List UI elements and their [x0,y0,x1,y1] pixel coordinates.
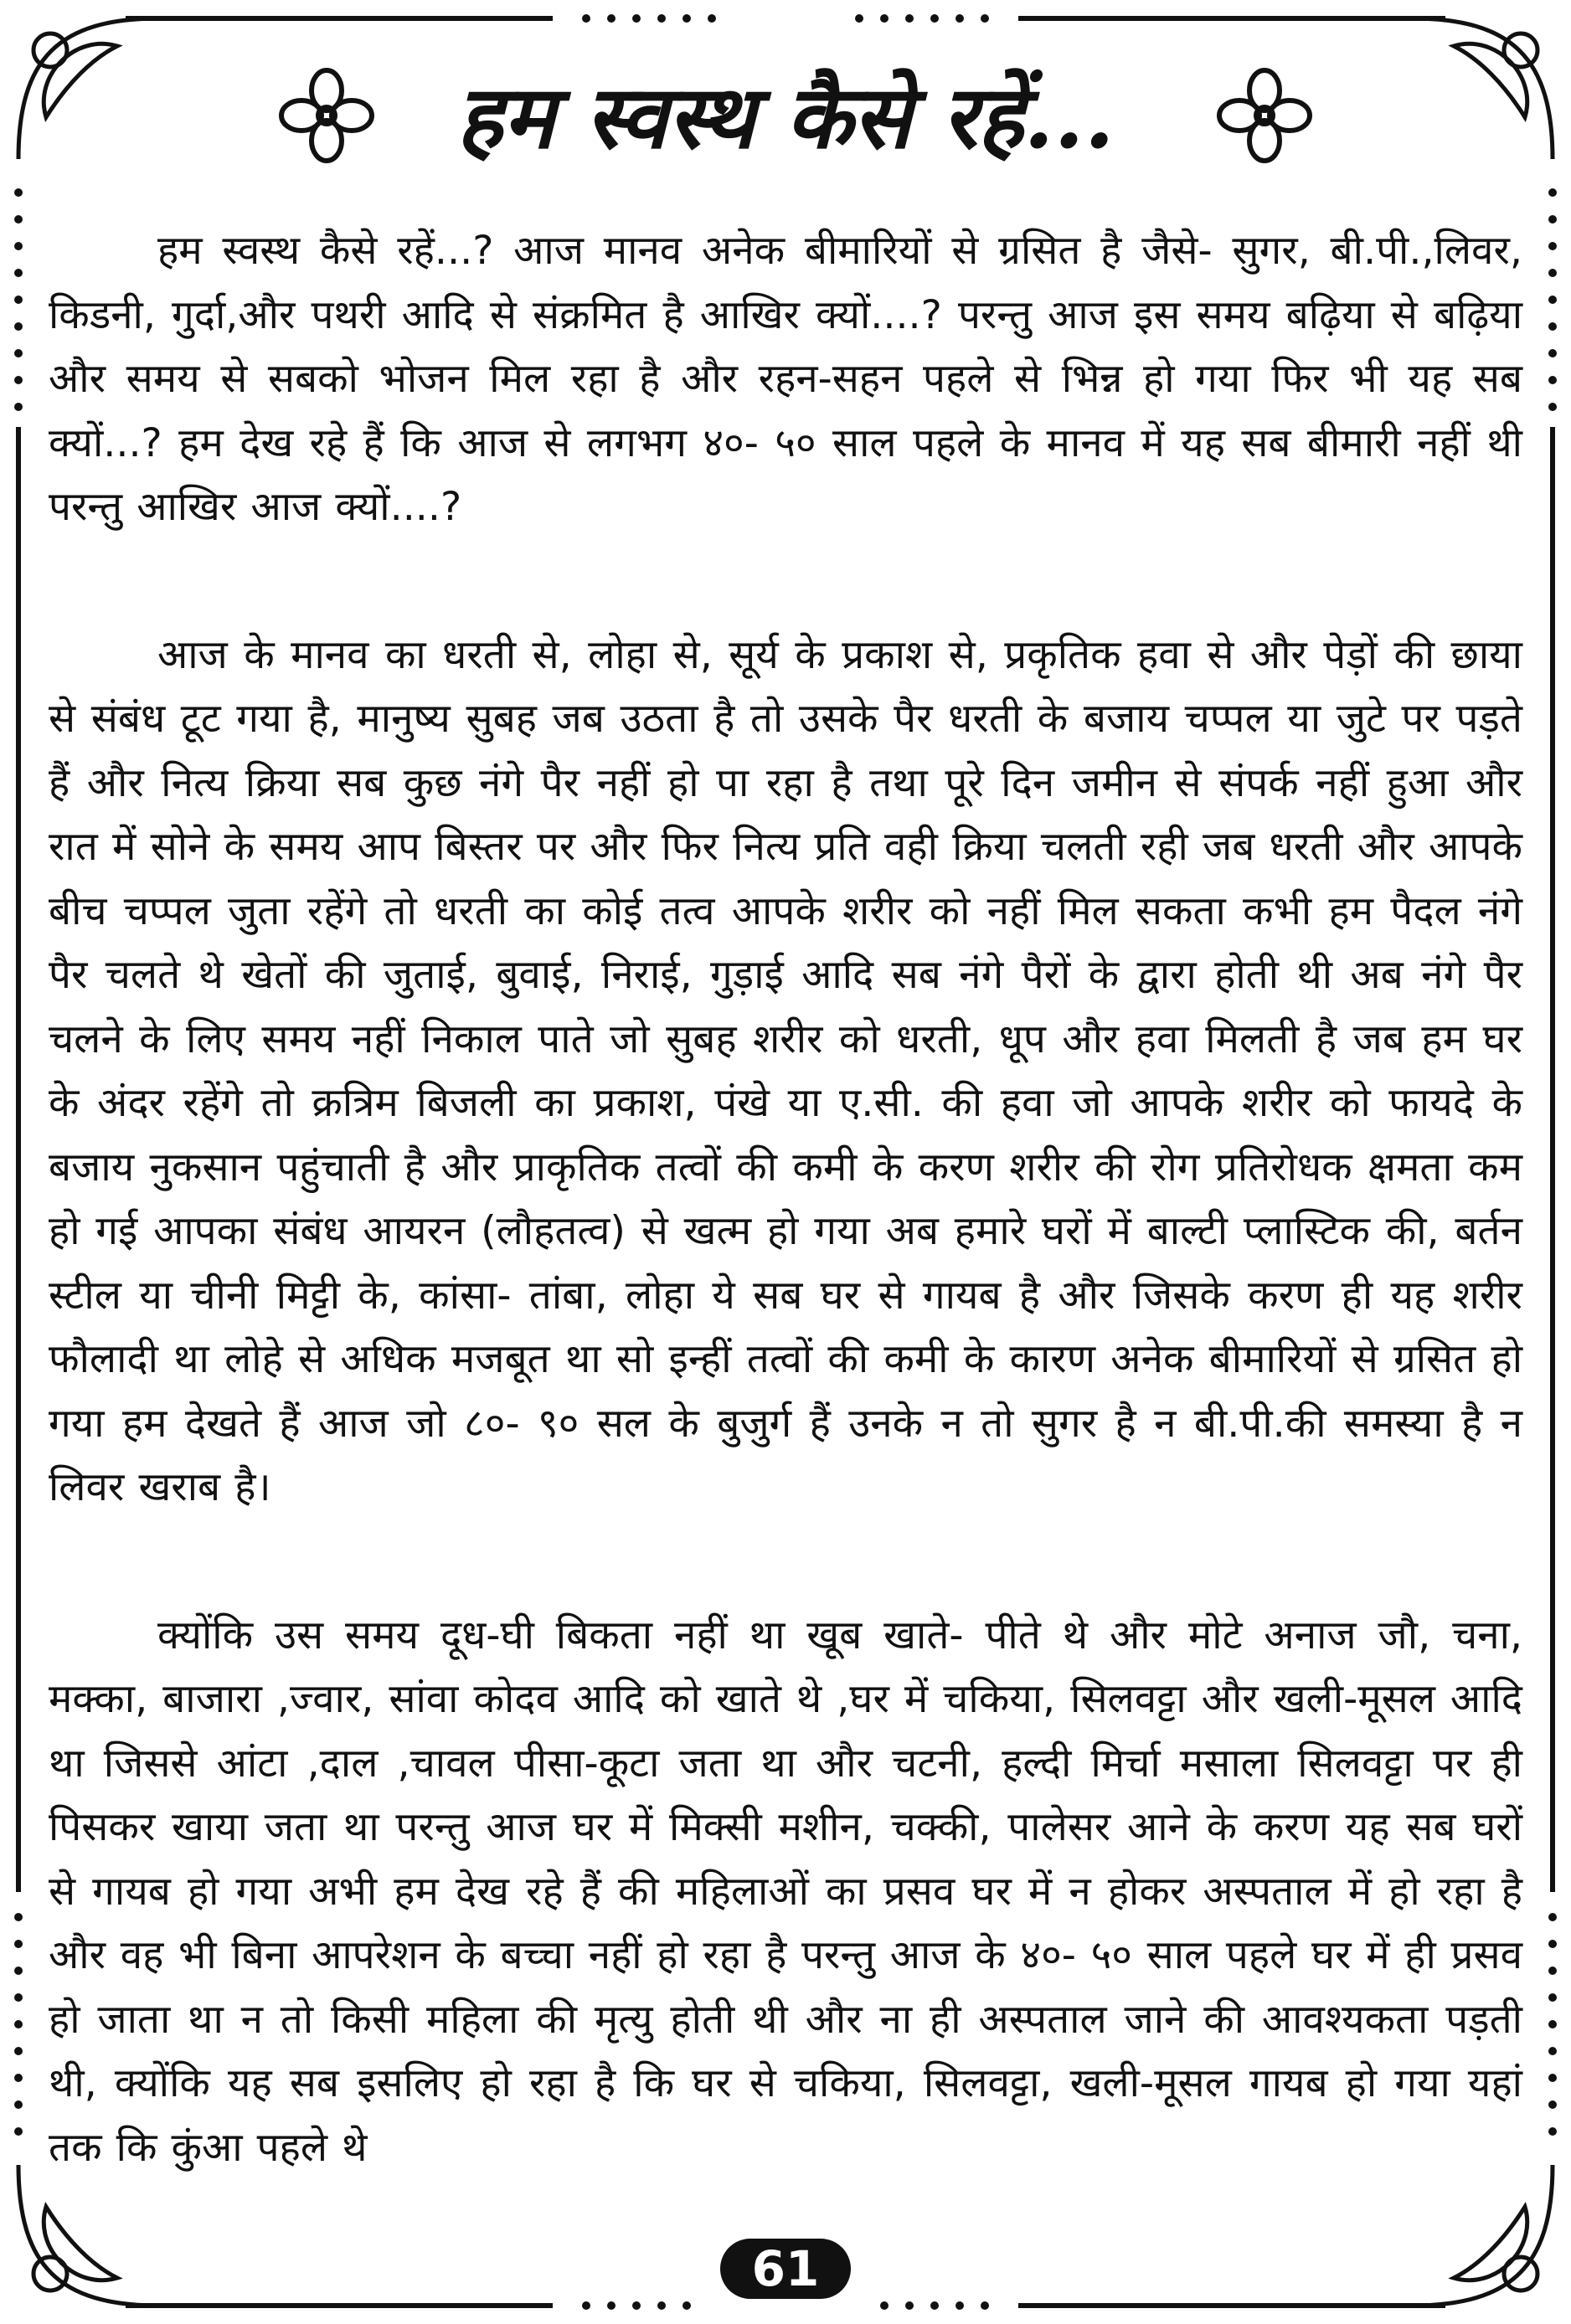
article-body [49,219,1522,2180]
page-number-container [0,2234,1571,2309]
paragraph-2: आज के मानव का धरती से, लोहा से, सूर्य के प्रकाश से, प्रकृतिक हवा से और पेड़ों की छाया से संबंध टूट गया है, मानुष्य सुबह जब उठता है तो उसके पैर धरती के बजाय चप्पल या जुटे पर पड़ते हैं और नित्य क्रिया सब कुछ नंगे पैर नहीं हो पा रहा है तथा पूरे दिन जमीन से संपर्क नहीं हुआ और रात में सोने के समय आप बिस्तर पर और फिर नित्य प्रति वही क्रिया चलती रही जब धरती और आपके बीच चप्पल जुता रहेंगे तो धरती का कोई तत्व आपके शरीर को नहीं मिल सकता कभी हम पैदल नंगे पैर चलते थे खेतों की जुताई, बुवाई, निराई, गुड़ाई आदि सब नंगे पैरों के द्वारा होती थी अब नंगे पैर चलने के लिए समय नहीं निकाल पाते जो सुबह शरीर को धरती, धूप और हवा मिलती है जब हम घर के अंदर रहेंगे तो क्रत्रिम बिजली का प्रकाश, पंखे या ए.सी. की हवा जो आपके शरीर को फायदे के बजाय नुकसान पहुंचाती है और प्राकृतिक तत्वों की कमी के करण शरीर की रोग प्रतिरोधक क्षमता कम हो गई आपका संबंध आयरन (लौहतत्व) से खत्म हो गया अब हमारे घरों में बाल्टी प्लास्टिक की, बर्तन स्टील या चीनी मिट्टी के, कांसा- तांबा, लोहा ये सब घर से गायब है और जिसके करण ही यह शरीर फौलादी था लोहे से अधिक मजबूत था सो इन्हीं तत्वों की कमी के कारण अनेक बीमारियों से ग्रसित हो गया हम देखते हैं आज जो ८०- ९० सल के बुजुर्ग हैं उनके न तो सुगर है न बी.पी.की समस्या है न लिवर खराब है। [49,631,1522,1510]
paragraph-3: क्योंकि उस समय दूध-घी बिकता नहीं था खूब खाते- पीते थे और मोटे अनाज जौ, चना, मक्का, बाजारा ,ज्वार, सांवा कोदव आदि को खाते थे ,घर में चकिया, सिलवट्टा और खली-मूसल आदि था जिससे आंटा ,दाल ,चावल पीसा-कूटा जता था और चटनी, हल्दी मिर्चा मसाला सिलवट्टा पर ही पिसकर खाया जता था परन्तु आज घर में मिक्सी मशीन, चक्की, पालेसर आने के करण यह सब घरों से गायब हो गया अभी हम देख रहे हैं की महिलाओं का प्रसव घर में न होकर अस्पताल में हो रहा है और वह भी बिना आपरेशन के बच्चा नहीं हो रहा है परन्तु आज के ४०- ५० साल पहले घर में ही प्रसव हो जाता था न तो किसी महिला की मृत्यु होती थी और ना ही अस्पताल जाने की आवश्यकता पड़ती थी, क्योंकि यह सब इसलिए हो रहा है कि घर से चकिया, सिलवट्टा, खली-मूसल गायब हो गया यहां तक कि कुंआ पहले थे [49,1612,1522,2171]
page-number: 61 [720,2239,852,2299]
paragraph-1: हम स्वस्थ कैसे रहें...? आज मानव अनेक बीमारियों से ग्रसित है जैसे- सुगर, बी.पी.,लिवर, किडनी, गुर्दा,और पथरी आदि से संक्रमित है आखिर क्यों....? परन्तु आज इस समय बढ़िया से बढ़िया और समय से सबको भोजन मिल रहा है और रहन-सहन पहले से भिन्न हो गया फिर भी यह सब क्यों...? हम देख रहे हैं कि आज से लगभग ४०- ५० साल पहले के मानव में यह सब बीमारी नहीं थी परन्तु आखिर आज क्यों....? [49,228,1522,530]
page-title: हम स्वस्थ कैसे रहें... [456,65,1115,168]
